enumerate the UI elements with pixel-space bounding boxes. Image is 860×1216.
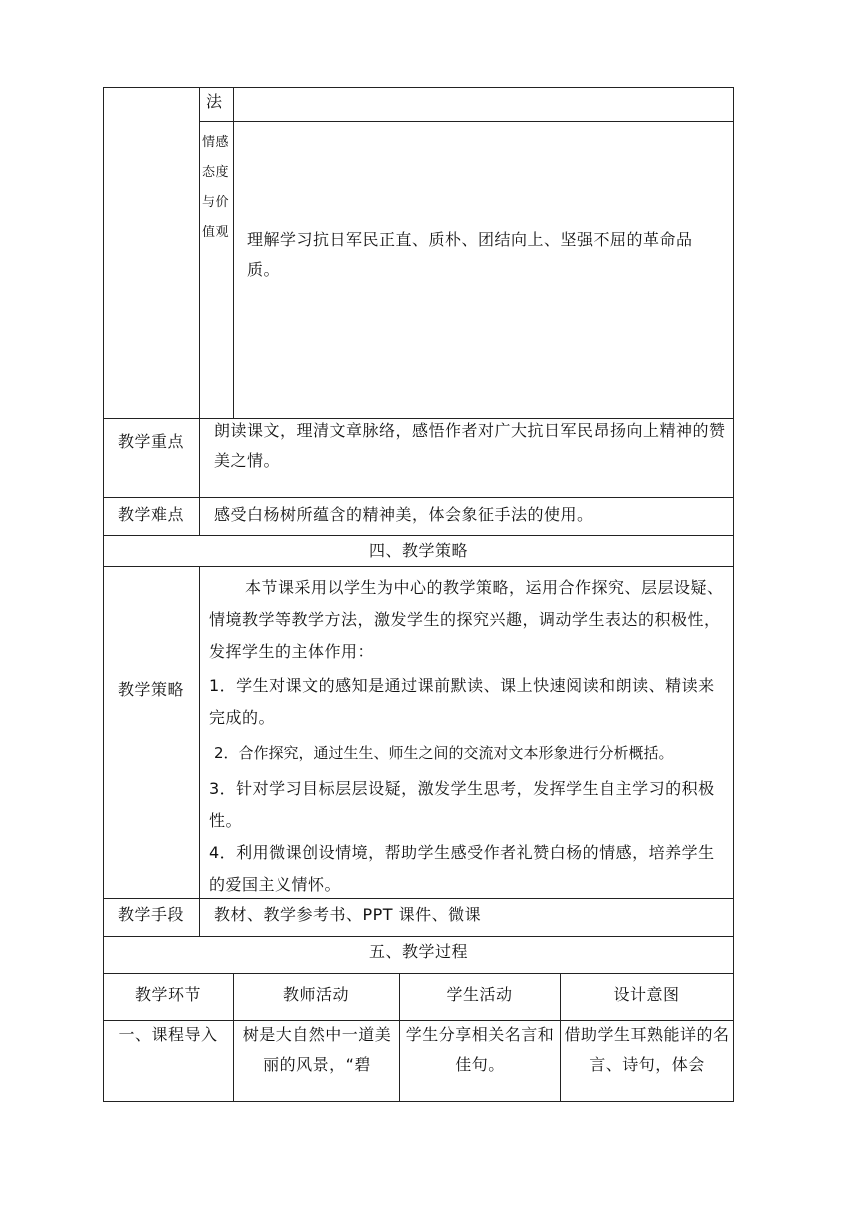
emotion-label-4: 值观	[202, 225, 230, 240]
key-point-label: 教学重点	[117, 432, 184, 451]
emotion-label-2: 态度	[202, 165, 230, 180]
header-student: 学生活动	[446, 985, 513, 1004]
col-divider	[199, 566, 200, 936]
strategy-item-1: 1．学生对课文的感知是通过课前默读、课上快速阅读和朗读、精读来完成的。	[209, 676, 715, 727]
method-label: 法	[206, 92, 223, 111]
header-teacher: 教师活动	[282, 985, 349, 1004]
intent-cell: 借助学生耳熟能详的名言、诗句，体会	[564, 1025, 730, 1074]
key-point-text: 朗读课文，理清文章脉络，感悟作者对广大抗日军民昂扬向上精神的赞美之情。	[214, 421, 726, 470]
means-label: 教学手段	[117, 905, 184, 924]
section4-title: 四、教学策略	[368, 541, 468, 560]
row-divider	[103, 566, 734, 567]
col-divider	[199, 87, 200, 419]
emotion-label-3: 与价	[202, 195, 230, 210]
table-border-bottom	[103, 1101, 734, 1102]
table-border-top	[103, 87, 734, 88]
emotion-label-1: 情感	[202, 135, 230, 150]
row-divider	[199, 121, 734, 122]
strategy-item-2: 2．合作探究，通过生生、师生之间的交流对文本形象进行分析概括。	[214, 744, 674, 762]
strategy-item-3: 3．针对学习目标层层设疑，激发学生思考，发挥学生自主学习的积极性。	[209, 779, 715, 830]
means-text: 教材、教学参考书、PPT 课件、微课	[214, 905, 482, 924]
header-stage: 教学环节	[134, 985, 201, 1004]
section5-title: 五、教学过程	[368, 942, 468, 961]
emotion-text: 理解学习抗日军民正直、质朴、团结向上、坚强不屈的革命品质。	[247, 230, 693, 279]
difficulty-text: 感受白杨树所蕴含的精神美，体会象征手法的使用。	[214, 505, 594, 524]
difficulty-label: 教学难点	[117, 505, 184, 524]
stage-cell: 一、课程导入	[118, 1025, 218, 1044]
strategy-item-4: 4．利用微课创设情境，帮助学生感受作者礼赞白杨的情感，培养学生的爱国主义情怀。	[209, 843, 715, 894]
student-cell: 学生分享相关名言和佳句。	[405, 1025, 555, 1074]
header-intent: 设计意图	[613, 985, 680, 1004]
col-divider	[233, 87, 234, 419]
row-divider	[103, 497, 734, 498]
strategy-label: 教学策略	[117, 680, 184, 699]
teacher-cell: 树是大自然中一道美丽的风景，“碧	[242, 1025, 392, 1074]
col-divider	[199, 418, 200, 536]
row-divider	[103, 973, 734, 974]
strategy-intro: 本节课采用以学生为中心的教学策略，运用合作探究、层层设疑、情境教学等教学方法，激发学生的探究兴趣，调动学生表达的积极性，发挥学生的主体作用：	[209, 578, 724, 661]
